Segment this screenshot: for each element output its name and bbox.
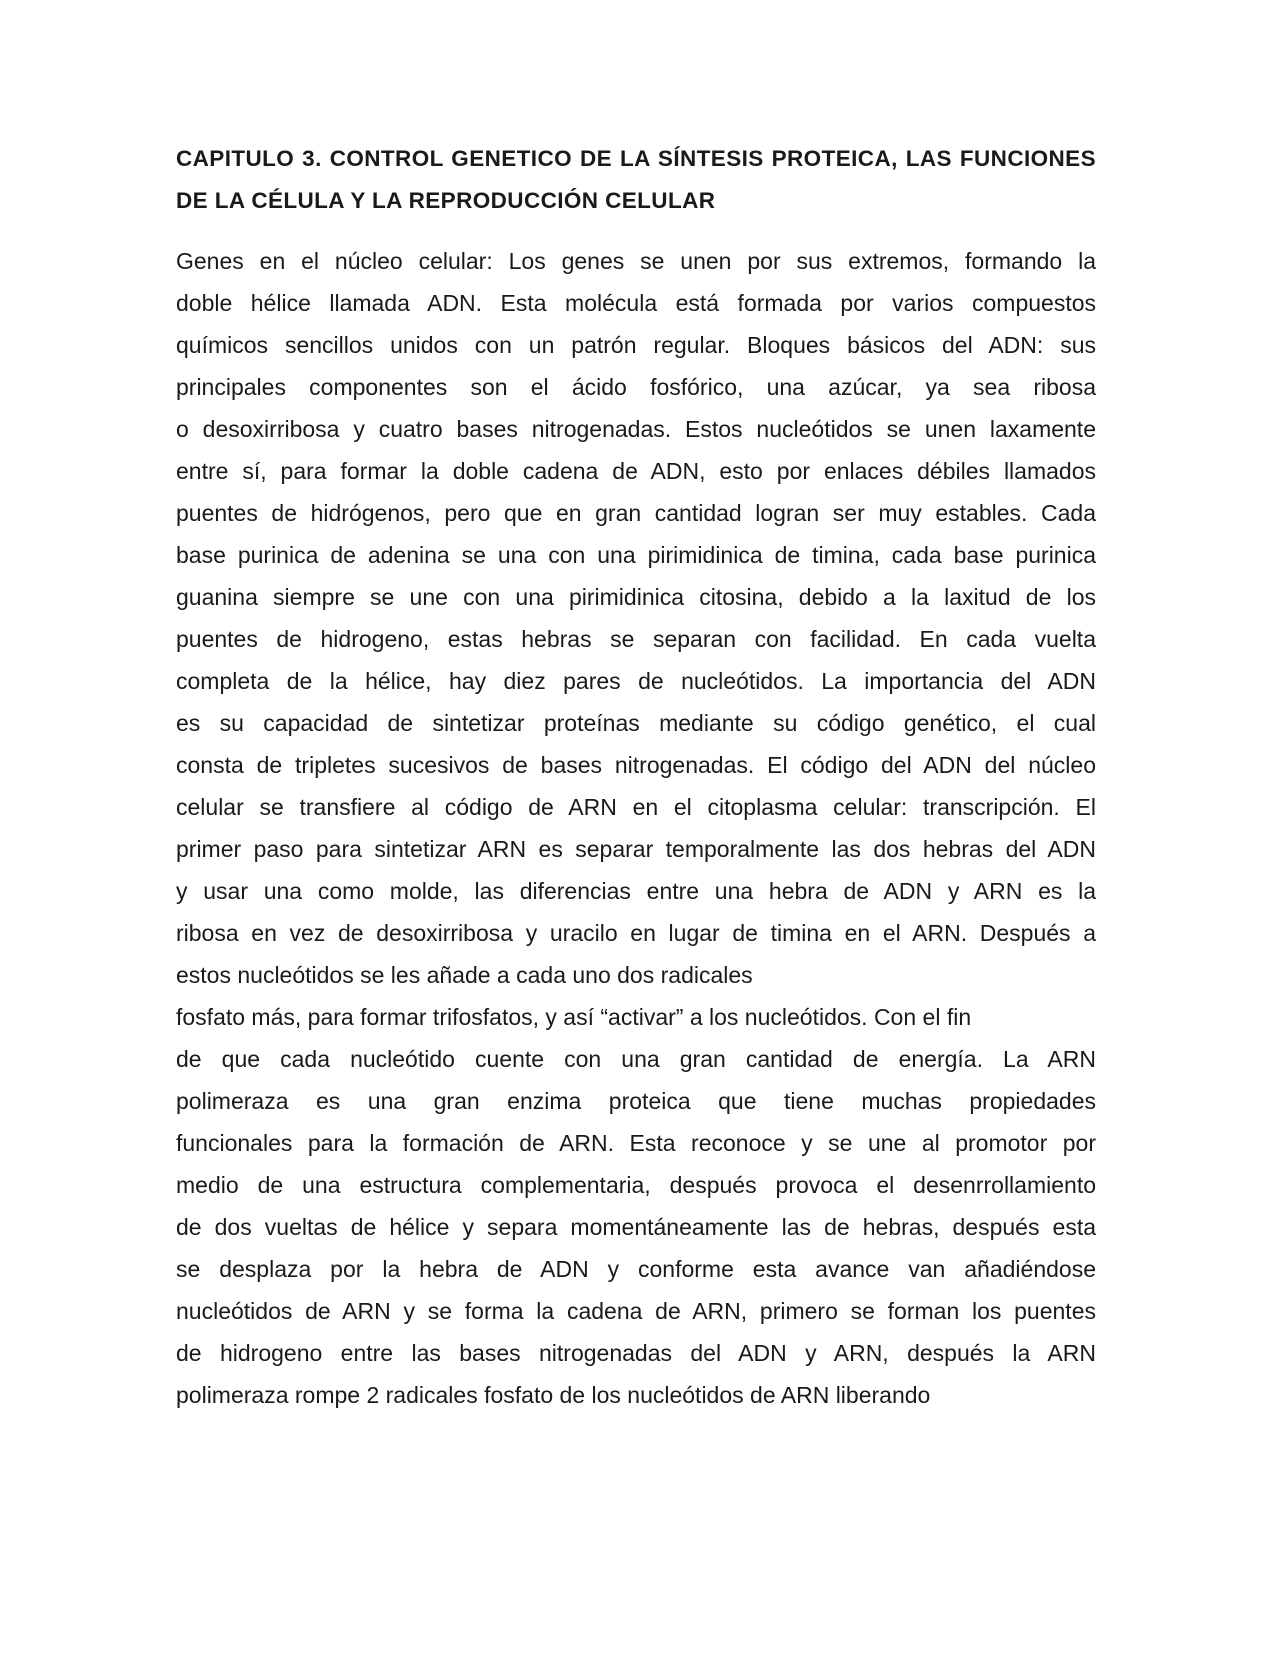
- text-line: consta de tripletes sucesivos de bases nitrogenadas. El código del ADN del núcleo: [176, 752, 1096, 778]
- text-line: y usar una como molde, las diferencias entre una hebra de ADN y ARN es la: [176, 878, 1096, 904]
- text-line: estos nucleótidos se les añade a cada uno dos radicales: [176, 962, 753, 988]
- text-line: de que cada nucleótido cuente con una gran cantidad de energía. La ARN: [176, 1046, 1096, 1072]
- text-line: se desplaza por la hebra de ADN y conforme esta avance van añadiéndose: [176, 1256, 1096, 1282]
- text-line: químicos sencillos unidos con un patrón regular. Bloques básicos del ADN: sus: [176, 332, 1096, 358]
- text-line: puentes de hidrogeno, estas hebras se separan con facilidad. En cada vuelta: [176, 626, 1096, 652]
- text-line: polimeraza es una gran enzima proteica que tiene muchas propiedades: [176, 1088, 1096, 1114]
- chapter-title: CAPITULO 3. CONTROL GENETICO DE LA SÍNTESIS PROTEICA, LAS FUNCIONES DE LA CÉLULA Y LA REPRODUCCIÓN CELULAR: [176, 146, 1096, 213]
- text-line: funcionales para la formación de ARN. Esta reconoce y se une al promotor por: [176, 1130, 1096, 1156]
- text-line: puentes de hidrógenos, pero que en gran cantidad logran ser muy estables. Cada: [176, 500, 1096, 526]
- text-line: doble hélice llamada ADN. Esta molécula está formada por varios compuestos: [176, 290, 1096, 316]
- text-line: completa de la hélice, hay diez pares de nucleótidos. La importancia del ADN: [176, 668, 1096, 694]
- text-line: fosfato más, para formar trifosfatos, y así “activar” a los nucleótidos. Con el fin: [176, 1004, 972, 1030]
- text-line: entre sí, para formar la doble cadena de ADN, esto por enlaces débiles llamados: [176, 458, 1096, 484]
- text-line: celular se transfiere al código de ARN en el citoplasma celular: transcripción. El: [176, 794, 1096, 820]
- text-line: guanina siempre se une con una pirimidinica citosina, debido a la laxitud de los: [176, 584, 1096, 610]
- text-line: polimeraza rompe 2 radicales fosfato de los nucleótidos de ARN liberando: [176, 1382, 931, 1408]
- page-content: [176, 138, 1096, 1416]
- text-line: principales componentes son el ácido fosfórico, una azúcar, ya sea ribosa: [176, 374, 1096, 400]
- text-line: Genes en el núcleo celular: Los genes se unen por sus extremos, formando la: [176, 248, 1096, 274]
- text-line: o desoxirribosa y cuatro bases nitrogenadas. Estos nucleótidos se unen laxamente: [176, 416, 1096, 442]
- text-line: ribosa en vez de desoxirribosa y uracilo en lugar de timina en el ARN. Después a: [176, 920, 1096, 946]
- text-line: base purinica de adenina se una con una pirimidinica de timina, cada base purinica: [176, 542, 1096, 568]
- text-line: primer paso para sintetizar ARN es separar temporalmente las dos hebras del ADN: [176, 836, 1096, 862]
- text-line: es su capacidad de sintetizar proteínas mediante su código genético, el cual: [176, 710, 1096, 736]
- text-line: de dos vueltas de hélice y separa momentáneamente las de hebras, después esta: [176, 1214, 1096, 1240]
- text-line: nucleótidos de ARN y se forma la cadena de ARN, primero se forman los puentes: [176, 1298, 1096, 1324]
- body-paragraph: [176, 240, 1096, 1416]
- text-line: de hidrogeno entre las bases nitrogenadas del ADN y ARN, después la ARN: [176, 1340, 1096, 1366]
- text-line: medio de una estructura complementaria, después provoca el desenrrollamiento: [176, 1172, 1096, 1198]
